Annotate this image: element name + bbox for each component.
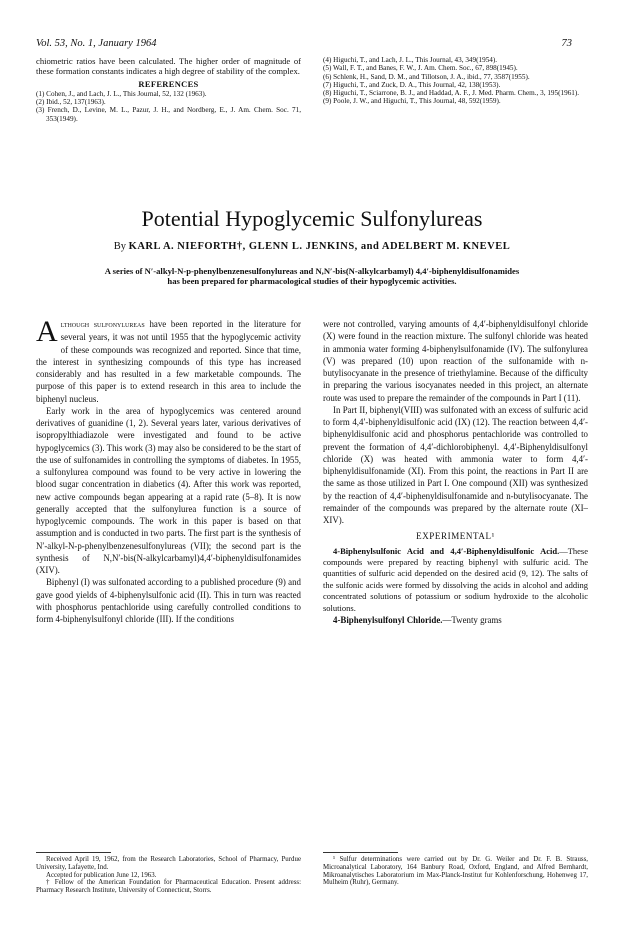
footnote-accepted: Accepted for publication June 12, 1963. <box>46 871 157 879</box>
previous-article-conclusion: chiometric ratios have been calculated. The higher order of magnitude of these formation constants indicates a high degree of stability of the complex. <box>36 56 301 77</box>
previous-article-right-column <box>323 56 588 106</box>
footnote-rule-right <box>323 852 398 853</box>
reference-item: (8) Higuchi, T., Sciarrone, B. J., and Haddad, A. F., J. Med. Pharm. Chem., 3, 195(1961). <box>323 89 580 98</box>
references-heading: REFERENCES <box>138 78 199 89</box>
compound-heading: 4-Biphenylsulfonic Acid and 4,4′-Biphenyldisulfonic Acid. <box>333 545 560 556</box>
footnote-rule-left <box>36 852 111 853</box>
reference-item: (2) Ibid., 52, 137(1963). <box>36 98 106 107</box>
article-abstract: A series of N′-alkyl-N-p-phenylbenzenesulfonylureas and N,N′-bis(N-alkylcarbamyl) 4,4′-biphenyldisulfonamides has been prepared for pharmacological studies of their hypoglycemic activities. <box>104 266 520 287</box>
drop-cap: A <box>36 315 58 348</box>
part-two-paragraph: In Part II, biphenyl(VIII) was sulfonated with an excess of sulfuric acid to form 4,4′-biphenyldisulfonic acid (IX) (12). The reaction between 4,4′-biphenyldisulfonic acid and phosphorus pentachloride was controlled to prevent the formation of 4,4′-dichlorobiphenyl. 4,4′-Biphenyldisulfonyl chloride (X) was heated with ammonia water to form 4,4′-biphenyldisulfonamide (XI). From this point, the reactions in Part II are the same as those utilized in Part I. One compound (XII) was synthesized by the reaction of 4,4′-biphenyldisulfonamide and n-butylisocyanate. The remainder of the compounds was prepared by the alternate route (XI–XIV). <box>323 404 588 525</box>
synthesis-paragraph: Biphenyl (I) was sulfonated according to a published procedure (9) and gave good yields of 4-biphenylsulfonic acid (II). This in turn was reacted with phosphorus pentachloride using carefully controlled conditions to form 4-biphenylsulfonyl chloride (III). If the conditions <box>36 577 301 624</box>
reference-item: (3) French, D., Levine, M. L., Pazur, J. H., and Nordberg, E., J. Am. Chem. Soc. 71, 353(1949). <box>36 106 301 123</box>
intro-paragraph <box>36 315 302 405</box>
intro-text: have been reported in the literature for several years, it was not until 1955 that the hypoglycemic activity of these compounds was recognized and reported. Since that time, the interest in synthesizing compounds of this type has increased considerably and has resulted in a few marketable compounds. The purpose of this paper is to extend research in this area to include the biphenyl nucleus. <box>36 319 302 404</box>
footnote-received: Received April 19, 1962, from the Research Laboratories, School of Pharmacy, Purdue University, Lafayette, Ind. <box>36 856 301 871</box>
running-header-volume: Vol. 53, No. 1, January 1964 <box>36 38 157 49</box>
reference-item: (6) Schlenk, H., Sand, D. M., and Tillotson, J. A., ibid., 77, 3587(1955). <box>323 72 530 81</box>
compound-heading: 4-Biphenylsulfonyl Chloride. <box>333 614 443 625</box>
footnote-fellow: † Fellow of the American Foundation for Pharmaceutical Education. Present address: Pharmacy Research Institute, University of Connecticut, Storrs. <box>36 879 301 895</box>
footnotes-left <box>36 856 301 895</box>
experimental-paragraph-sulfonyl-chloride: 4-Biphenylsulfonyl Chloride.—Twenty grams <box>333 614 502 625</box>
reference-item: (4) Higuchi, T., and Lach, J. L., This Journal, 43, 349(1954). <box>323 56 498 64</box>
lead-in-smallcaps: lthough sulfonylureas <box>60 320 145 329</box>
article-title: Potential Hypoglycemic Sulfonylureas <box>141 206 483 231</box>
continued-paragraph: were not controlled, varying amounts of 4,4′-biphenyldisulfonyl chloride (X) were found in the reaction mixture. The sulfonyl chloride was heated in ammonia water forming 4-biphenylsulfonamide (IV). The sulfonylurea (V) was prepared (10) upon reaction of the sulfonamide with n-butylisocyanate in the presence of triethylamine. Because of the difficulty in preparing the various isocyanates needed in this project, an alternate route was used to prepare the remainder of the compounds in Part I (11). <box>323 319 588 403</box>
experimental-heading: EXPERIMENTAL¹ <box>416 531 495 542</box>
background-paragraph: Early work in the area of hypoglycemics was centered around derivatives of guanidine (1, 2). Several years later, various derivatives of isopropylthiadiazole were investigated and found to be active hypoglycemics (3). This work (3) may also be considered to be the start of the use of sulfonamides in controlling the symptoms of diabetes. In 1955, a sulfonylurea compound was found to be very active in lowering the blood sugar concentration in diabetics (4). After this work was reported, new active compounds began appearing at a rapid rate (5–8). It is now generally accepted that the sulfonylurea function is a source of hypoglycemic compounds. The work in this paper is based on that assumption and is conducted in two parts. The first part is the synthesis of N′-alkyl-N-p-phenylbenzenesulfonylureas (VII); the second part is the synthesis of N,N′-bis(N-alkylcarbamyl)4,4′-biphenyldisulfonamides (XIV). <box>36 405 301 575</box>
authors-prefix: By <box>113 241 127 252</box>
reference-item: (7) Higuchi, T., and Zuck, D. A., This Journal, 42, 138(1953). <box>323 80 501 89</box>
previous-article-left-column <box>36 56 301 123</box>
footnotes-right <box>323 856 588 887</box>
article-authors <box>0 241 624 252</box>
reference-item: (1) Cohen, J., and Lach, J. L., This Journal, 52, 132 (1963). <box>36 89 207 98</box>
body-left-column <box>36 315 302 625</box>
reference-item: (5) Wall, F. T., and Banes, F. W., J. Am. Chem. Soc., 67, 898(1945). <box>323 64 518 73</box>
reference-item: (9) Poole, J. W., and Higuchi, T., This Journal, 48, 592(1959). <box>323 97 501 106</box>
page-number: 73 <box>561 38 572 49</box>
footnote-sulfur-determinations: ¹ Sulfur determinations were carried out by Dr. G. Weiler and Dr. F. B. Strauss, Microanalytical Laboratory, 164 Banbury Road, Oxford, England, and Alfred Bernhardt, Mikroanalytisches Laboratorium im Max-Planck-Institut fur Kohlenforschung, Hohenweg 17, Mulheim (Ruhr), Germany. <box>323 856 588 887</box>
body-right-column <box>323 318 588 626</box>
experimental-paragraph-sulfonic-acids: 4-Biphenylsulfonic Acid and 4,4′-Biphenyldisulfonic Acid.—These compounds were prepared by reacting biphenyl with sulfuric acid. The quantities of sulfuric acid depended on the desired acid (9, 12). The salts of the sulfonic acids were formed by dissolving the acids in alcohol and adding concentrated solutions of potassium or sodium hydroxide to the alcoholic solutions. <box>323 545 588 613</box>
authors-names: KARL A. NIEFORTH†, GLENN L. JENKINS, and ADELBERT M. KNEVEL <box>128 241 511 252</box>
